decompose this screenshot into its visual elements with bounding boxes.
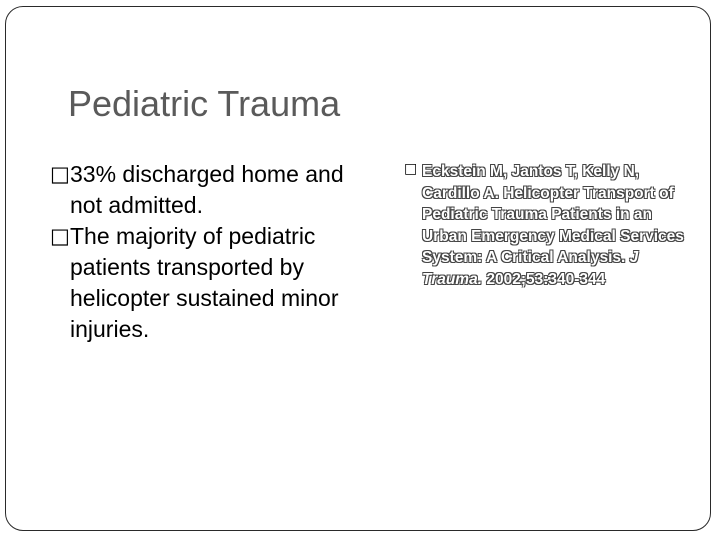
reference-text: [422, 161, 694, 290]
bullet-box-icon: □: [50, 224, 70, 248]
bullet-text: The majority of pediatric patients transported by helicopter sustained minor injuries.: [70, 223, 339, 342]
bullet-item: [50, 159, 370, 221]
reference-volume: 2002;53:340-344: [486, 270, 606, 288]
bullet-list: [50, 159, 370, 345]
slide-title: Pediatric Trauma: [68, 83, 341, 124]
reference-journal: J Trauma.: [422, 249, 639, 288]
bullet-box-icon: □: [404, 161, 418, 177]
bullet-text: 33% discharged home and not admitted.: [70, 161, 344, 218]
slide-frame: [5, 6, 711, 531]
reference-authors-title: Eckstein M, Jantos T, Kelly N, Cardillo A. Helicopter Transport of Pediatric Trauma Patients in an Urban Emergency Medical Services System: A Critical Analysis.: [422, 163, 684, 266]
bullet-item: [50, 221, 370, 345]
bullet-box-icon: □: [50, 162, 70, 186]
reference-citation: [404, 161, 694, 290]
